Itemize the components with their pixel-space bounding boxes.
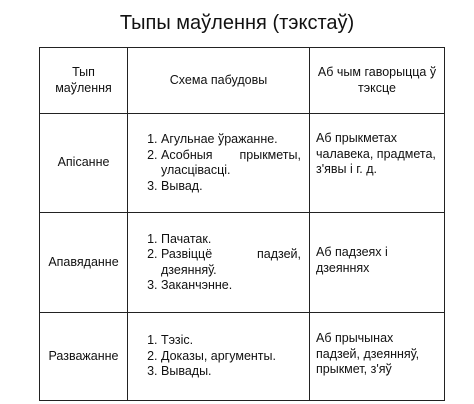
table-row: [40, 213, 445, 313]
scheme-cell: [128, 114, 310, 213]
header-about: Аб чым гаворыцца ў тэксце: [310, 48, 445, 114]
about-text: Аб прычынах падзей, дзеянняў, прыкмет, з'яў: [316, 331, 420, 376]
scheme-list: [141, 132, 301, 194]
about-cell: [310, 313, 445, 401]
scheme-step: 1. Тэзіс.: [161, 333, 301, 349]
header-scheme: Схема пабудовы: [128, 48, 310, 114]
scheme-list: [141, 232, 301, 294]
scheme-step: 2. Развіццё падзей, дзеянняў.: [161, 247, 301, 278]
speech-types-table: [39, 47, 445, 401]
scheme-step: 3. Вывад.: [161, 179, 301, 195]
scheme-step: 3. Заканчэнне.: [161, 278, 301, 294]
scheme-list: [141, 333, 301, 380]
table-row: [40, 114, 445, 213]
table-row: [40, 313, 445, 401]
type-cell: Апавяданне: [40, 213, 128, 313]
scheme-step: 2. Асобныя прыкметы, уласцівасці.: [161, 148, 301, 179]
about-cell: [310, 213, 445, 313]
type-cell: Разважанне: [40, 313, 128, 401]
about-cell: [310, 114, 445, 213]
type-cell: Апісанне: [40, 114, 128, 213]
scheme-step: 1. Агульнае ўражанне.: [161, 132, 301, 148]
about-text: Аб прыкметах чалавека, прадмета, з'явы і г. д.: [316, 131, 436, 176]
scheme-step: 2. Доказы, аргументы.: [161, 349, 301, 365]
table-header-row: [40, 48, 445, 114]
scheme-cell: [128, 313, 310, 401]
page-title: Тыпы маўлення (тэкстаў): [119, 12, 355, 34]
about-text: Аб падзеях і дзеяннях: [316, 245, 388, 275]
header-type: Тып маўлення: [40, 48, 128, 114]
scheme-step: 3. Вывады.: [161, 364, 301, 380]
scheme-cell: [128, 213, 310, 313]
scheme-step: 1. Пачатак.: [161, 232, 301, 248]
